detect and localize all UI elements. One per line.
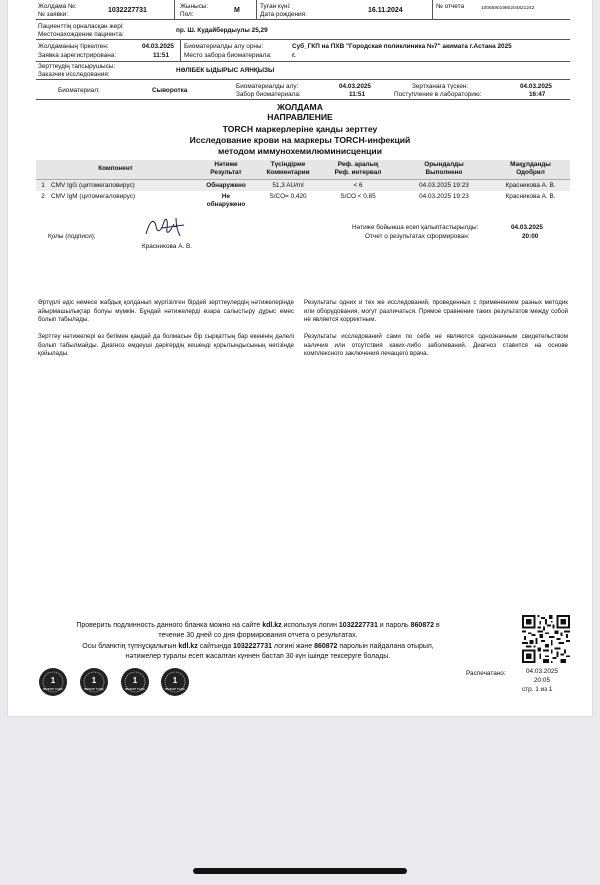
reg-date-label-kz: Жолдаманың тіркелген: <box>38 43 109 50</box>
header-divider <box>256 0 257 19</box>
dob-label-ru: Дата рождения: <box>260 11 307 18</box>
sampling-place-label-kz: Биоматериалды алу орны: <box>184 43 264 50</box>
column-header-comment: Түсіндірме Комментарии <box>257 160 319 179</box>
report-no-label: № отчета <box>436 3 465 10</box>
printed-date: 04.03.2025 <box>526 668 558 675</box>
header-divider <box>36 61 570 62</box>
done-cell: 04.03.2025 19:23 <box>419 193 469 201</box>
component-cell: CMV IgM (цитомегаловирус) <box>51 193 136 201</box>
header-divider <box>36 19 570 20</box>
page-number: стр. 1 из 1 <box>522 686 553 693</box>
approved-cell: Красникова А. В. <box>505 193 556 201</box>
svg-text:1: 1 <box>172 676 178 685</box>
home-indicator[interactable] <box>193 868 407 874</box>
column-header-reference: Реф. аралық Реф. интервал <box>319 160 397 179</box>
biomaterial-label: Биоматериал: <box>58 87 100 94</box>
svg-text:1: 1 <box>50 676 56 685</box>
customer-value: НӘЛІБЕК ЫДЫРЫС АЯНҚЫЗЫ <box>176 67 275 74</box>
qr-code-icon[interactable] <box>522 615 570 663</box>
reference-cell: S/CO < 0.85 <box>340 193 376 201</box>
order-number: 1032227731 <box>108 7 147 14</box>
collect-label-kz: Биоматериалды алу: <box>236 83 299 90</box>
verify-text-ru-2: течение 30 дней со дня формирования отчета о результатах. <box>158 632 358 639</box>
signature-name: Красникова А. В. <box>142 243 193 250</box>
note-ru-1: Результаты одних и тех же исследований, проведенных с применением разных методик или оборудования, могут различаться. Прямое сравнение таких результатов между собой не является корректным. <box>304 299 568 323</box>
award-stamp-icon <box>160 667 190 697</box>
lab-time-value: 16:47 <box>529 91 546 98</box>
printed-label: Распечатано: <box>466 670 506 677</box>
svg-text:ВЫБОР ГОДА: ВЫБОР ГОДА <box>165 687 185 691</box>
award-stamp-icon <box>120 667 150 697</box>
svg-text:1: 1 <box>91 676 97 685</box>
header-divider <box>36 79 570 80</box>
note-ru-2: Результаты исследований сами по себе не являются однозначным свидетельством наличия или отсутствия каких-либо заболеваний. Диагноз ставится на основе комплексного заключения лечащего врача. <box>304 333 568 357</box>
approved-cell: Красникова А. В. <box>491 179 570 191</box>
comment-cell: S/CO= 0,420 <box>269 193 307 201</box>
svg-text:ВЫБОР ГОДА: ВЫБОР ГОДА <box>125 687 145 691</box>
report-number: 10065901980204821242 <box>481 6 535 11</box>
document-page <box>8 0 592 716</box>
component-cell: CMV IgG (цитомегаловирус) <box>50 179 195 191</box>
dob-label-kz: Туған күні: <box>260 3 291 10</box>
handwritten-signature <box>140 212 194 242</box>
site-link-kz[interactable]: kdl.kz <box>178 643 198 650</box>
reg-time-value: 11:51 <box>153 52 169 59</box>
column-header-done: Орындалды Выполнено <box>397 160 491 179</box>
reg-date-label-ru: Заявка зарегистрирована: <box>38 52 117 59</box>
collect-label-ru: Забор биоматериала: <box>236 91 301 98</box>
table-row <box>36 179 570 191</box>
header-divider <box>180 39 181 61</box>
result-cell: Не обнаружено <box>206 193 246 208</box>
column-header-component: Компонент <box>36 160 195 179</box>
row-number: 1 <box>36 179 50 191</box>
reg-date-value: 04.03.2025 <box>142 43 174 50</box>
collect-date-value: 04.03.2025 <box>339 83 371 90</box>
site-link[interactable]: kdl.kz <box>262 622 282 629</box>
title-kz-header: ЖОЛДАМА <box>277 102 323 112</box>
sex-label-kz: Жынысы: <box>180 3 209 10</box>
svg-text:ВЫБОР ГОДА: ВЫБОР ГОДА <box>43 687 63 691</box>
note-kz-1: Әртүрлі әдіс немесе жабдық қолданып жүргізілген бірдей зерттеулердің нәтижелерінде айырмашылықтар болуы мүмкін. Бұндай нәтижелерді өзара салыстыру дұрыс емес болып табылады. <box>38 299 294 323</box>
note-kz-2: Зерттеу нәтижелері өз бетімен қандай да болмасын бір сырқаттың бар екенінің дәлелі болып табылмайды. Диагноз емдеуші дәрігердің кешенді қорытындысының негізінде қойылады. <box>38 333 294 357</box>
done-cell: 04.03.2025 19:23 <box>397 179 491 191</box>
location-label-ru: Местонахождение пациента: <box>38 31 124 38</box>
customer-label-ru: Заказчик исследования: <box>38 71 110 78</box>
verify-text-ru: Проверить подлинность данного бланка можно на сайте kdl.kz используя логин 1032227731 и пароль 860872 в <box>76 622 440 629</box>
table-header-row <box>36 160 570 179</box>
order-no-label-kz: Жолдама №: <box>38 3 77 10</box>
results-table <box>36 160 570 210</box>
location-label-kz: Пациенттің орналасқан жері: <box>38 23 124 30</box>
column-header-approved: Мақұлданды Одобрил <box>491 160 570 179</box>
verify-text-kz: Осы бланктің түпнұсқалығын kdl.kz сайтында 1032227731 логині және 860872 парольін пайдалана отырып, <box>82 643 434 650</box>
report-formed-date: 04.03.2025 <box>511 224 543 231</box>
sampling-place-value: Суб_ГКП на ПХВ "Городская поликлиника №7" акимата г.Астана 2025 <box>292 43 512 50</box>
printed-time: 20:05 <box>534 677 550 684</box>
order-no-label-ru: № заявки: <box>38 11 69 18</box>
header-divider <box>36 39 570 40</box>
sampling-place-label-ru: Место забора биоматериала: <box>184 52 272 59</box>
signature-label: Қолы (подписи): <box>48 233 96 240</box>
lab-date-value: 04.03.2025 <box>520 83 552 90</box>
reference-cell: < 6 <box>319 179 397 191</box>
comment-cell: 51,3 AU/ml <box>257 179 319 191</box>
result-cell: Обнаружено <box>195 179 257 191</box>
sex-label-ru: Пол: <box>180 11 194 18</box>
dob-value: 16.11.2024 <box>368 7 403 14</box>
table-row <box>36 191 570 210</box>
title-ru-header: НАПРАВЛЕНИЕ <box>267 112 333 122</box>
collect-time-value: 11:51 <box>349 91 365 98</box>
lab-label-kz: Зертханаға түскен: <box>412 83 469 90</box>
customer-label-kz: Зерттеудің тапсырушысы: <box>38 63 116 70</box>
svg-text:1: 1 <box>132 676 138 685</box>
award-stamp-icon <box>79 667 109 697</box>
header-divider <box>432 0 433 19</box>
sampling-place-value-2: г. <box>292 52 296 59</box>
title-kz: TORCH маркерлеріне қанды зерттеу <box>222 124 378 134</box>
title-ru: Исследование крови на маркеры TORCH-инфекций <box>189 135 411 145</box>
sex-value: M <box>234 7 240 14</box>
svg-text:ВЫБОР ГОДА: ВЫБОР ГОДА <box>84 687 104 691</box>
biomaterial-value: Сыворотка <box>152 87 188 94</box>
row-number: 2 <box>41 193 45 201</box>
header-divider <box>174 0 175 19</box>
report-formed-label-ru: Отчет о результатах сформирован: <box>365 233 470 240</box>
verify-text-kz-2: нәтижелер туралы есеп жасалған күннен бастап 30 күн ішінде тексеруге болады. <box>125 653 391 660</box>
header-divider <box>36 99 570 100</box>
award-stamp-icon <box>38 667 68 697</box>
lab-label-ru: Поступление в лабораторию: <box>394 91 482 98</box>
report-formed-time: 20:00 <box>522 233 539 240</box>
column-header-result: Нәтиже Результат <box>195 160 257 179</box>
title-method: методом иммунохемилюминисценции <box>217 146 383 156</box>
report-formed-label-kz: Нәтиже бойынша есеп қалыптастырылды: <box>352 224 479 231</box>
location-value: пр. Ш. Кудайбердыулы 25,29 <box>176 27 268 34</box>
